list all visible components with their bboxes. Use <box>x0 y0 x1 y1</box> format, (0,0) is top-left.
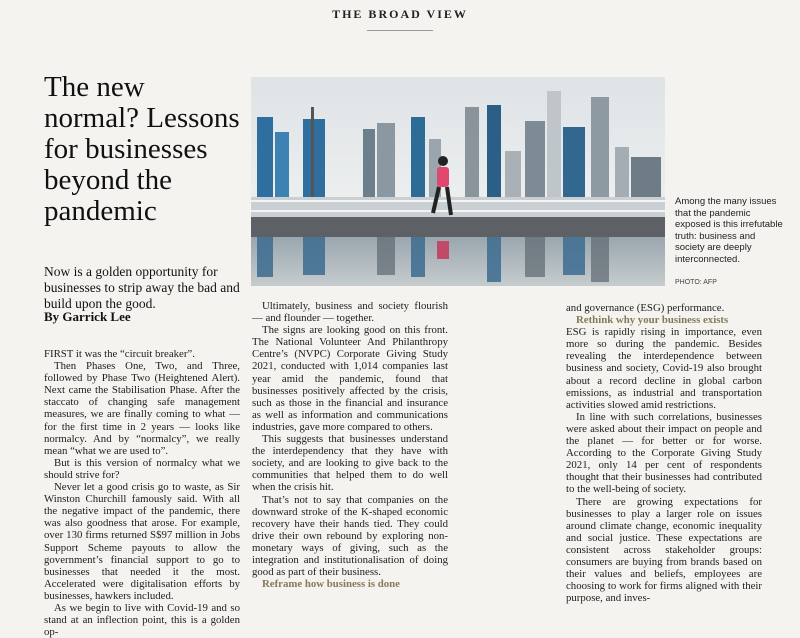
paragraph: That’s not to say that companies on the downward stroke of the K-shaped economic recovery have their hands tied. They could drive their own rebound by exploring non-monetary ways of giving, such as the integration and institutionalisation of doing good as part of their business. <box>252 493 448 579</box>
article-photo <box>251 77 665 286</box>
section-rule <box>367 30 433 31</box>
paragraph: In line with such correlations, businesses were asked about their impact on people and the planet — for better or for worse. According to the Corporate Giving Study 2021, only 14 per cent of respondents thought that their businesses had contributed to the well-being of society. <box>566 410 762 496</box>
article-column-2 <box>252 300 448 590</box>
byline: By Garrick Lee <box>44 309 131 324</box>
standfirst: Now is a golden opportunity for businesses to strip away the bad and build upon the good. <box>44 264 240 311</box>
paragraph: Ultimately, business and society flourish — and flounder — together. <box>252 300 448 325</box>
paragraph: ESG is rapidly rising in importance, even more so during the pandemic. Besides revealing the interdependence between business and society, Covid-19 also brought about a record decline in global carbon emissions, as industrial and transportation activities slowed amid restrictions. <box>566 326 762 411</box>
section-header: THE BROAD VIEW <box>332 7 468 21</box>
paragraph: FIRST it was the “circuit breaker”. <box>44 348 195 360</box>
article-column-3 <box>566 302 762 604</box>
paragraph: Then Phases One, Two, and Three, followed by Phase Two (Heightened Alert). Next came the Stabilisation Phase. After the staccato of changing safe management measures, we are finally coming to what — for the first time in 2 years — looks like normalcy. And by “normalcy”, we really mean “what we are used to”. <box>44 360 240 457</box>
paragraph: This suggests that businesses understand the interdependency that they have with society, and are looking to give back to the communities that helped them to do well when the crisis hit. <box>252 433 448 494</box>
subheading: Reframe how business is done <box>262 578 400 591</box>
paragraph: There are growing expectations for businesses to play a larger role on issues around climate change, economic inequality and social justice. These expectations are consistent across stakeholder groups: consumers are buying from brands based on their values and beliefs, employees are choosing to work for firms aligned with their purpose, and inves- <box>566 495 762 605</box>
subheading: Rethink why your business exists <box>576 314 729 327</box>
article-column-1 <box>44 348 240 638</box>
headline: The new normal? Lessons for businesses beyond the pandemic <box>44 71 240 227</box>
paragraph: The signs are looking good on this front. The National Volunteer And Philanthropy Centre’s (NVPC) Corporate Giving Study 2021, conducted with 1,014 companies last year amid the pandemic, found that businesses positively affected by the crisis, such as those in the financial and insurance as well as information and communications industries, gave more compared to others. <box>252 324 448 433</box>
paragraph: As we begin to live with Covid-19 and so stand at an inflection point, this is a golden op- <box>44 601 240 638</box>
paragraph: and governance (ESG) performance. <box>566 302 725 314</box>
paragraph: Never let a good crisis go to waste, as Sir Winston Churchill famously said. With all the negative impact of the pandemic, there was also goodness that arose. For example, over 130 firms returned S$97 million in Jobs Support Scheme payouts to allow the government’s financial support to go to businesses that needed it the most. Accelerated were digitalisation efforts by businesses, hawkers included. <box>44 481 240 602</box>
photo-credit: PHOTO: AFP <box>675 279 717 286</box>
photo-caption: Among the many issues that the pandemic exposed is this irrefutable truth: business and society are deeply interconnected. <box>675 196 783 265</box>
paragraph: But is this version of normalcy what we should strive for? <box>44 456 240 481</box>
